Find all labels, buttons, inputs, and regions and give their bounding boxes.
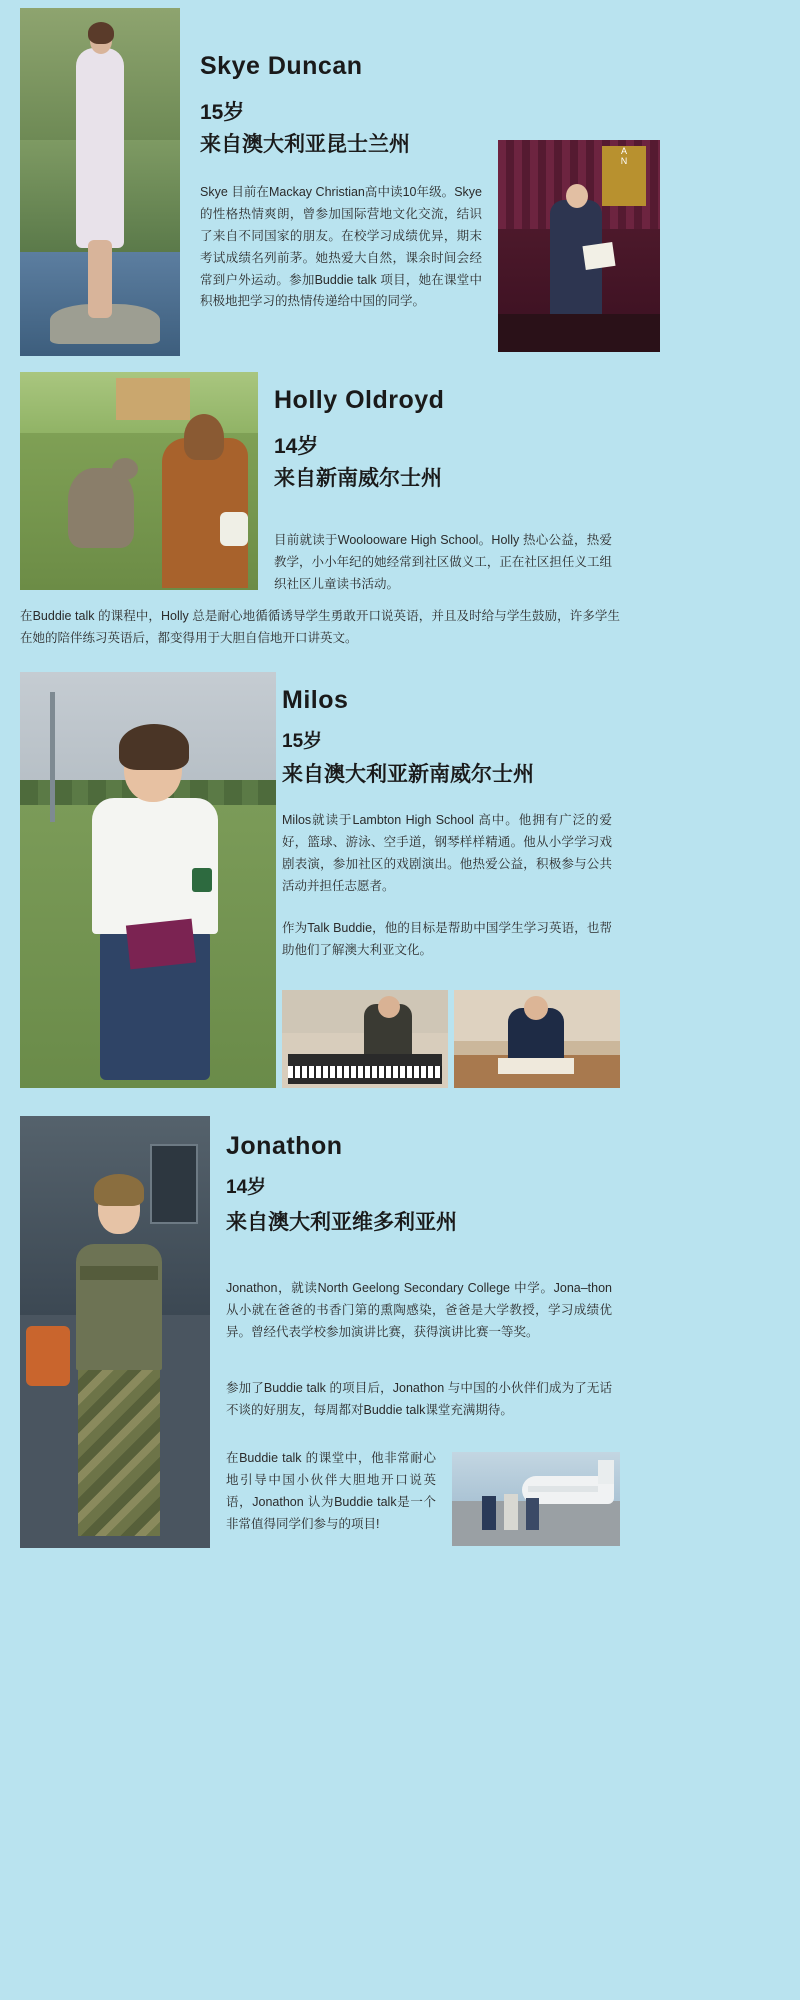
milos-portrait-photo [20, 672, 276, 1088]
milos-description-1: Milos就读于Lambton High School 高中。他拥有广泛的爱好，篮球、游泳、空手道，钢琴样样精通。他从小学学习戏剧表演，参加社区的戏剧演出。他热爱公益，积极参与公共活动并担任志愿者。 [282, 813, 612, 893]
holly-description-2: 在Buddie talk 的课程中，Holly 总是耐心地循循诱导学生勇敢开口说英语，并且及时给与学生鼓励，许多学生在她的陪伴练习英语后，都变得用于大胆自信地开口讲英文。 [20, 609, 620, 645]
milos-origin: 来自澳大利亚新南威尔士州 [282, 763, 534, 786]
jonathon-cadet-photo [20, 1116, 210, 1548]
jonathon-name: Jonathon [226, 1132, 343, 1160]
jonathon-age: 14岁 [226, 1177, 267, 1198]
holly-description-1: 目前就读于Woolooware High School。Holly 热心公益，热爱教学，小小年纪的她经常到社区做义工，正在社区担任义工组织社区儿童读书活动。 [274, 533, 612, 591]
skye-outdoor-photo [20, 8, 180, 356]
jonathon-aviation-photo [452, 1452, 620, 1546]
milos-name: Milos [282, 686, 349, 714]
jonathon-description-2: 参加了Buddie talk 的项目后，Jonathon 与中国的小伙伴们成为了无话不谈的好朋友，每周都对Buddie talk课堂充满期待。 [226, 1381, 612, 1417]
skye-award-photo: A N [498, 140, 660, 352]
milos-age: 15岁 [282, 731, 323, 752]
milos-description-2: 作为Talk Buddie，他的目标是帮助中国学生学习英语，也帮助他们了解澳大利亚文化。 [282, 921, 612, 957]
holly-age: 14岁 [274, 435, 319, 458]
skye-age: 15岁 [200, 101, 245, 124]
jonathon-origin: 来自澳大利亚维多利亚州 [226, 1211, 457, 1234]
jonathon-description-1: Jonathon，就读North Geelong Secondary College 中学。Jona–thon从小就在爸爸的书香门第的熏陶感染，爸爸是大学教授，学习成绩优异。曾经代表学校参加演讲比赛，获得演讲比赛一等奖。 [226, 1281, 612, 1339]
skye-name: Skye Duncan [200, 52, 363, 80]
milos-piano-photo [282, 990, 448, 1088]
milos-reading-photo [454, 990, 620, 1088]
jonathon-description-3: 在Buddie talk 的课堂中，他非常耐心地引导中国小伙伴大胆地开口说英语，Jonathon 认为Buddie talk是一个非常值得同学们参与的项目! [226, 1451, 436, 1531]
skye-origin: 来自澳大利亚昆士兰州 [200, 133, 410, 156]
holly-kangaroo-photo [20, 372, 258, 590]
holly-name: Holly Oldroyd [274, 386, 445, 414]
skye-description: Skye 目前在Mackay Christian高中读10年级。Skye的性格热情爽朗，曾参加国际营地文化交流，结识了来自不同国家的朋友。在校学习成绩优异，期末考试成绩名列前茅。她热爱大自然，课余时间会经常到户外运动。参加Buddie talk 项目，她在课堂中积极地把学习的热情传递给中国的同学。 [200, 185, 482, 309]
holly-origin: 来自新南威尔士州 [274, 467, 442, 490]
